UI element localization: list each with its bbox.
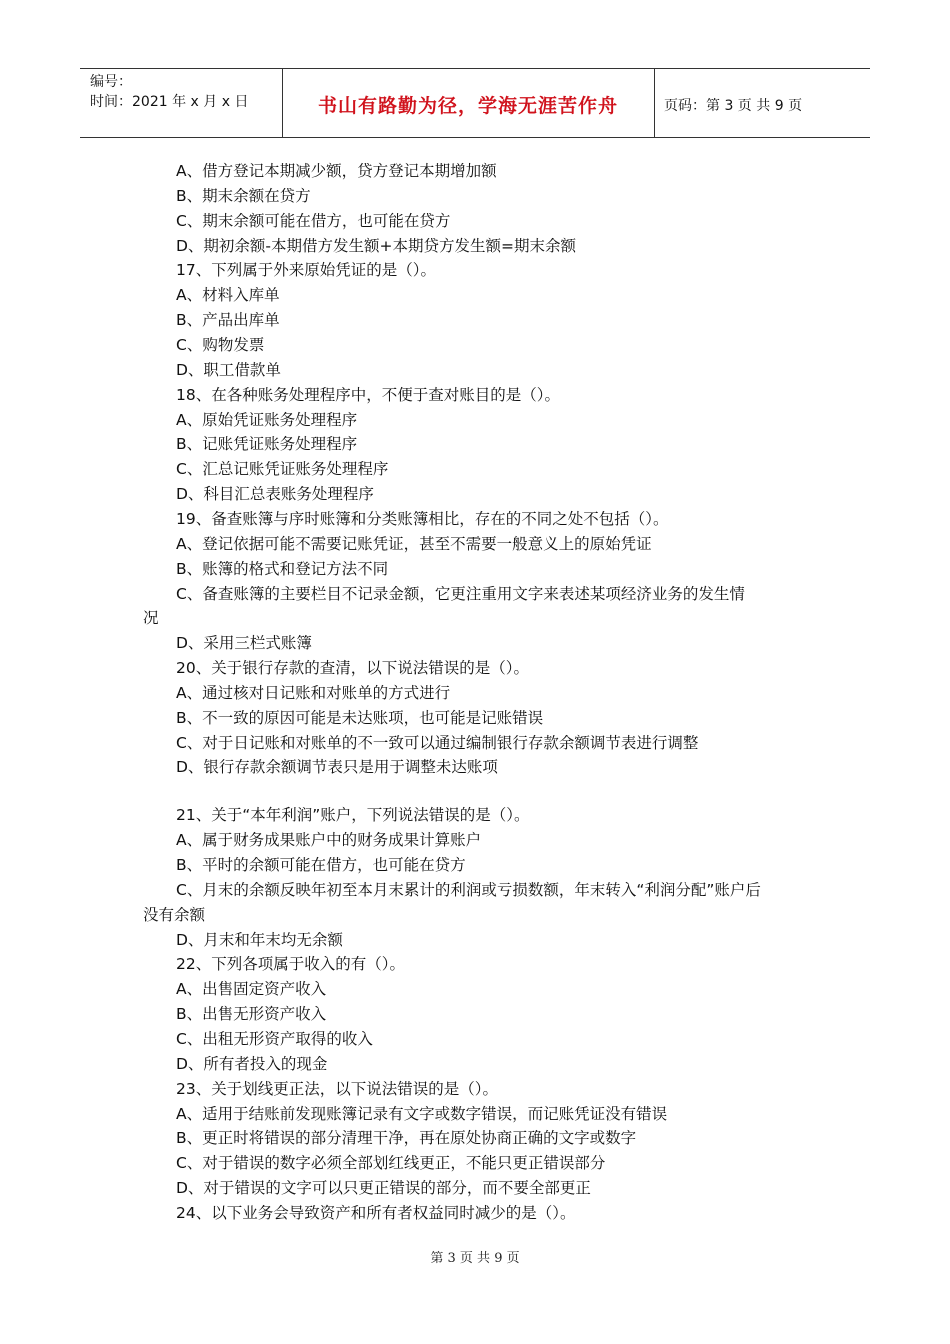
text-line: C、月末的余额反映年初至本月末累计的利润或亏损数额，年末转入“利润分配”账户后 [176,880,761,899]
text-line: 22、下列各项属于收入的有（）。 [176,955,405,974]
text-line: C、购物发票 [176,336,265,354]
text-line: B、不一致的原因可能是未达账项，也可能是记账错误 [176,708,544,727]
text-line: D、月末和年末均无余额 [176,930,343,949]
text-line: C、汇总记账凭证账务处理程序 [176,460,389,479]
text-line: D、期初余额-本期借方发生额+本期贷方发生额=期末余额 [176,236,577,255]
page-header [80,68,870,138]
text-line: 17、下列属于外来原始凭证的是（）。 [176,261,436,280]
header-page-info: 页码：第 3 页 共 9 页 [664,98,803,114]
text-line: B、产品出库单 [176,311,280,330]
text-line: D、科目汇总表账务处理程序 [176,485,374,504]
text-line: D、银行存款余额调节表只是用于调整未达账项 [176,758,498,777]
document-date-label: 时间：2021 年 x 月 x 日 [90,94,249,110]
text-line: A、出售固定资产收入 [176,980,327,999]
text-line: C、对于日记账和对账单的不一致可以通过编制银行存款余额调节表进行调整 [176,733,699,752]
header-motto: 书山有路勤为径，学海无涯苦作舟 [317,95,618,117]
text-line: B、出售无形资产收入 [176,1005,327,1024]
text-line: D、所有者投入的现金 [176,1054,328,1073]
text-line: 19、备查账簿与序时账簿和分类账簿相比，存在的不同之处不包括（）。 [176,509,669,528]
text-line: A、借方登记本期减少额，贷方登记本期增加额 [176,162,497,180]
text-line-continuation: 况 [143,609,159,628]
text-line: C、对于错误的数字必须全部划红线更正，不能只更正错误部分 [176,1154,606,1173]
text-line: B、记账凭证账务处理程序 [176,435,358,454]
text-line: D、对于错误的文字可以只更正错误的部分，而不要全部更正 [176,1179,591,1197]
text-line: B、更正时将错误的部分清理干净，再在原处协商正确的文字或数字 [176,1129,637,1148]
text-line: A、通过核对日记账和对账单的方式进行 [176,683,451,702]
text-line: C、出租无形资产取得的收入 [176,1029,373,1048]
document-number-label: 编号： [90,74,132,90]
text-line: 24、以下业务会导致资产和所有者权益同时减少的是（）。 [176,1203,576,1222]
text-line-continuation: 没有余额 [143,905,206,924]
text-line: D、职工借款单 [176,360,281,379]
text-line: B、期末余额在贷方 [176,186,311,205]
text-line: A、登记依据可能不需要记账凭证，甚至不需要一般意义上的原始凭证 [176,534,652,553]
text-line: 18、在各种账务处理程序中，不便于查对账目的是（）。 [176,385,560,404]
text-line: A、适用于结账前发现账簿记录有文字或数字错误，而记账凭证没有错误 [176,1104,668,1123]
text-line: 20、关于银行存款的查清，以下说法错误的是（）。 [176,659,529,677]
text-line: 21、关于“本年利润”账户，下列说法错误的是（）。 [176,806,530,825]
text-line: B、账簿的格式和登记方法不同 [176,559,389,578]
text-line: A、原始凭证账务处理程序 [176,410,358,429]
page-footer: 第 3 页 共 9 页 [430,1251,520,1266]
text-line: A、材料入库单 [176,286,280,305]
text-line: C、期末余额可能在借方，也可能在贷方 [176,211,451,230]
text-line: D、采用三栏式账簿 [176,634,312,653]
header-meta-cell [80,69,283,137]
text-line: B、平时的余额可能在借方，也可能在贷方 [176,856,466,874]
header-page-cell [654,69,870,137]
text-line: C、备查账簿的主要栏目不记录金额，它更注重用文字来表述某项经济业务的发生情 [176,584,745,603]
header-motto-cell [282,69,655,137]
text-line: A、属于财务成果账户中的财务成果计算账户 [176,831,482,850]
text-line: 23、关于划线更正法，以下说法错误的是（）。 [176,1079,498,1098]
